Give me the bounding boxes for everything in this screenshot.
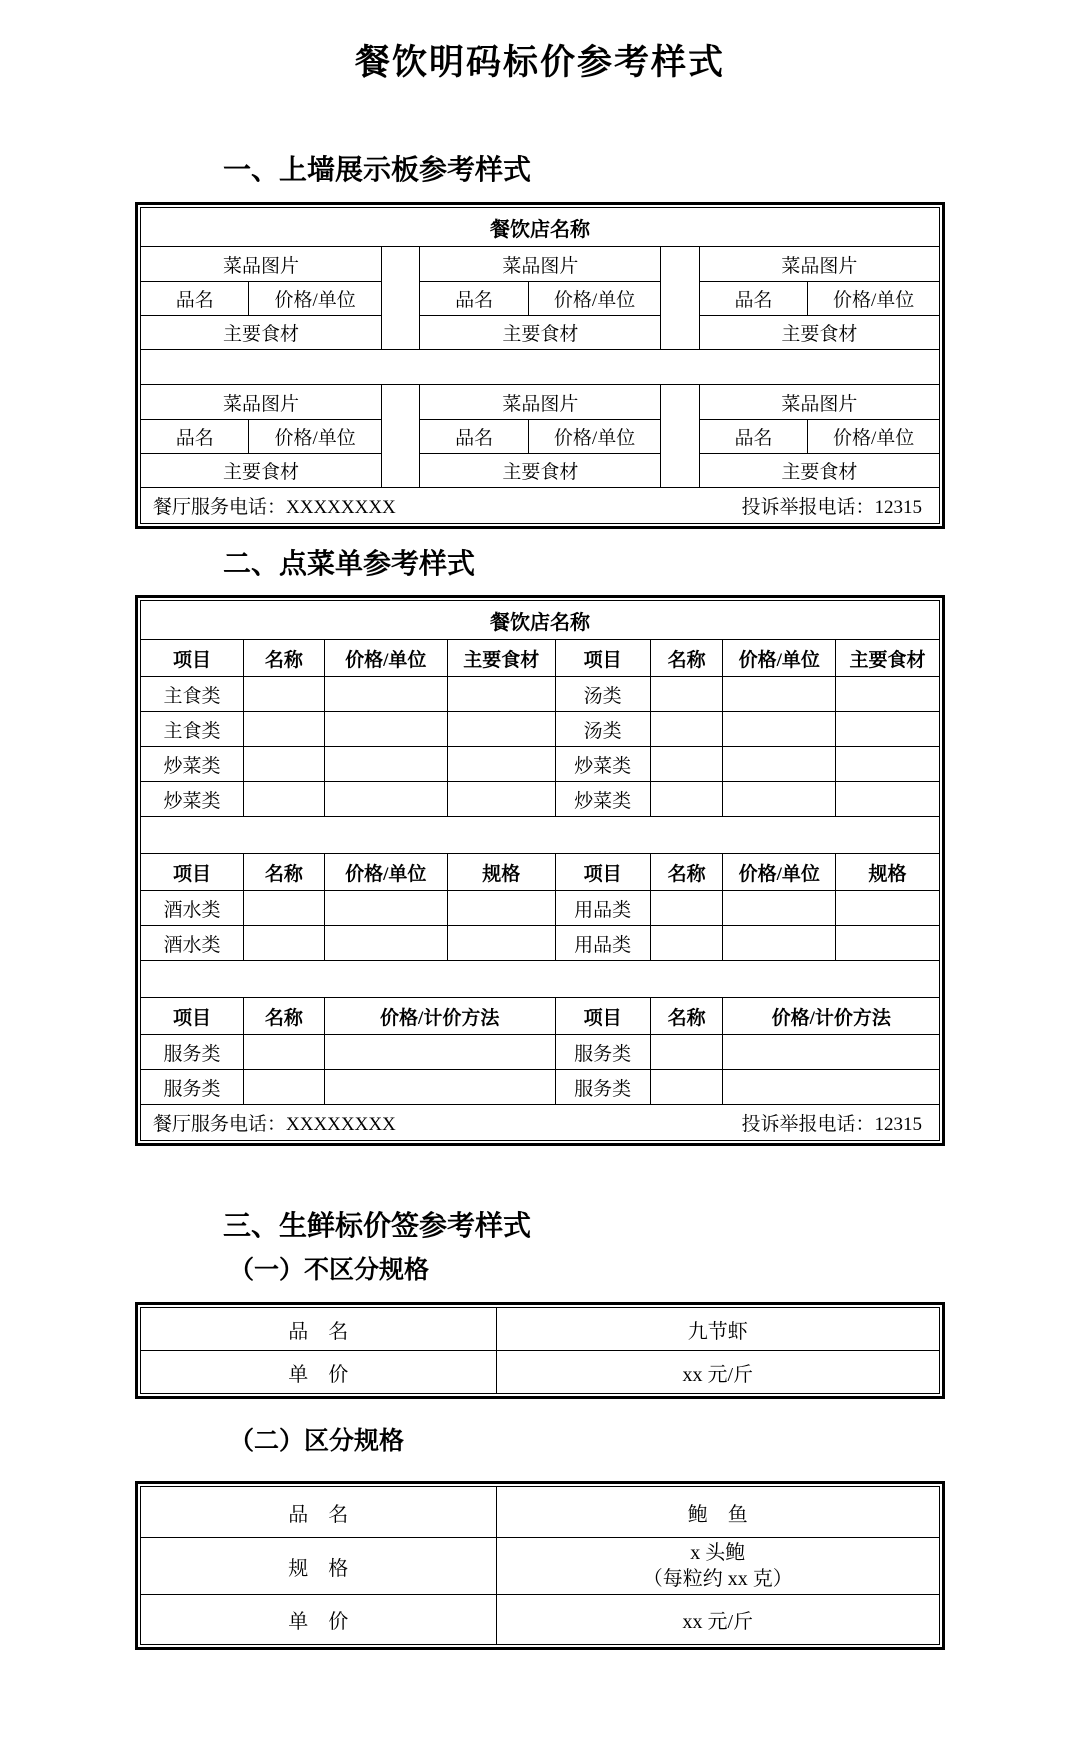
dish-image-cell: 菜品图片 <box>699 247 939 282</box>
empty-cell <box>447 747 555 782</box>
empty-cell <box>650 677 723 712</box>
empty-cell <box>447 926 555 961</box>
table-row <box>141 454 940 488</box>
header-cell: 价格/单位 <box>324 640 447 677</box>
document-page <box>135 40 945 1650</box>
empty-cell <box>244 747 325 782</box>
price-unit-cell: 价格/单位 <box>249 420 381 454</box>
empty-cell <box>836 712 940 747</box>
table-row <box>141 1487 940 1538</box>
complaint-phone-text: 投诉举报电话：12315 <box>741 497 922 518</box>
category-cell: 主食类 <box>141 712 244 747</box>
table-row <box>141 420 940 454</box>
ingredients-cell: 主要食材 <box>141 454 382 488</box>
table-row <box>141 282 940 316</box>
fresh-table-spec <box>135 1481 945 1650</box>
empty-cell <box>723 677 836 712</box>
empty-cell <box>836 891 940 926</box>
table-row <box>141 1351 940 1394</box>
empty-cell <box>650 1035 723 1070</box>
category-cell: 炒菜类 <box>141 747 244 782</box>
empty-cell <box>447 782 555 817</box>
header-cell: 名称 <box>244 998 325 1035</box>
dish-name-cell: 品名 <box>420 282 528 316</box>
table-row <box>141 677 940 712</box>
section-3-heading: 三、生鲜标价签参考样式 <box>223 1210 532 1241</box>
dish-image-cell: 菜品图片 <box>141 247 382 282</box>
row-value-cell: 九节虾 <box>496 1308 939 1351</box>
gap-cell <box>661 385 700 488</box>
price-unit-cell: 价格/单位 <box>528 282 660 316</box>
category-cell: 主食类 <box>141 677 244 712</box>
empty-cell <box>244 712 325 747</box>
ingredients-cell: 主要食材 <box>699 454 939 488</box>
empty-cell <box>723 1070 940 1105</box>
dish-name-cell: 品名 <box>699 282 807 316</box>
table-row <box>141 601 940 640</box>
price-unit-cell: 价格/单位 <box>528 420 660 454</box>
empty-cell <box>141 817 940 854</box>
table-row <box>141 926 940 961</box>
table-row <box>141 747 940 782</box>
empty-cell <box>141 350 940 385</box>
ingredients-cell: 主要食材 <box>420 454 661 488</box>
header-cell: 价格/计价方法 <box>324 998 555 1035</box>
empty-cell <box>650 782 723 817</box>
header-cell: 名称 <box>244 640 325 677</box>
table-row <box>141 891 940 926</box>
ingredients-cell: 主要食材 <box>420 316 661 350</box>
header-cell: 主要食材 <box>836 640 940 677</box>
empty-cell <box>447 677 555 712</box>
category-cell: 汤类 <box>555 712 650 747</box>
category-cell: 用品类 <box>555 926 650 961</box>
menu-table <box>135 595 945 1146</box>
empty-cell <box>650 926 723 961</box>
table-footer <box>141 488 940 524</box>
spacer-row <box>141 961 940 998</box>
header-cell: 项目 <box>555 998 650 1035</box>
table-row <box>141 782 940 817</box>
header-cell: 项目 <box>555 640 650 677</box>
price-unit-cell: 价格/单位 <box>808 420 940 454</box>
empty-cell <box>244 926 325 961</box>
category-cell: 酒水类 <box>141 926 244 961</box>
header-row <box>141 854 940 891</box>
gap-cell <box>381 385 420 488</box>
price-unit-cell: 价格/单位 <box>249 282 381 316</box>
table-row <box>141 1308 940 1351</box>
empty-cell <box>723 891 836 926</box>
table-row <box>141 316 940 350</box>
store-name-cell: 餐饮店名称 <box>141 601 940 640</box>
dish-image-cell: 菜品图片 <box>141 385 382 420</box>
header-cell: 项目 <box>141 640 244 677</box>
header-cell: 名称 <box>650 998 723 1035</box>
category-cell: 炒菜类 <box>555 747 650 782</box>
row-label-cell: 品 名 <box>141 1487 497 1538</box>
header-cell: 规格 <box>447 854 555 891</box>
store-name-cell: 餐饮店名称 <box>141 208 940 247</box>
empty-cell <box>244 891 325 926</box>
header-cell: 项目 <box>555 854 650 891</box>
ingredients-cell: 主要食材 <box>141 316 382 350</box>
dish-name-cell: 品名 <box>141 282 249 316</box>
page-title: 餐饮明码标价参考样式 <box>354 43 725 82</box>
table-row <box>141 208 940 247</box>
dish-name-cell: 品名 <box>141 420 249 454</box>
table-row <box>141 385 940 420</box>
gap-cell <box>661 247 700 350</box>
category-cell: 服务类 <box>555 1070 650 1105</box>
service-phone-text: 餐厅服务电话：XXXXXXXX <box>153 1114 396 1135</box>
category-cell: 炒菜类 <box>555 782 650 817</box>
empty-cell <box>723 712 836 747</box>
table-footer <box>141 1105 940 1141</box>
row-label-cell: 单 价 <box>141 1595 497 1645</box>
empty-cell <box>723 1035 940 1070</box>
empty-cell <box>723 782 836 817</box>
empty-cell <box>723 926 836 961</box>
empty-cell <box>324 891 447 926</box>
empty-cell <box>244 677 325 712</box>
dish-image-cell: 菜品图片 <box>420 247 661 282</box>
gap-cell <box>381 247 420 350</box>
header-cell: 名称 <box>244 854 325 891</box>
empty-cell <box>244 1035 325 1070</box>
empty-cell <box>650 1070 723 1105</box>
spec-line-2: （每粒约 xx 克） <box>642 1568 793 1590</box>
empty-cell <box>836 926 940 961</box>
ingredients-cell: 主要食材 <box>699 316 939 350</box>
category-cell: 服务类 <box>141 1035 244 1070</box>
empty-cell <box>324 782 447 817</box>
section-3-sub-2-heading: （二）区分规格 <box>229 1428 405 1455</box>
row-label-cell: 规 格 <box>141 1538 497 1595</box>
header-cell: 规格 <box>836 854 940 891</box>
category-cell: 汤类 <box>555 677 650 712</box>
spacer-row <box>141 350 940 385</box>
empty-cell <box>324 747 447 782</box>
category-cell: 用品类 <box>555 891 650 926</box>
category-cell: 炒菜类 <box>141 782 244 817</box>
empty-cell <box>650 712 723 747</box>
empty-cell <box>244 782 325 817</box>
empty-cell <box>836 782 940 817</box>
row-value-cell: xx 元/斤 <box>496 1595 939 1645</box>
header-cell: 价格/单位 <box>723 854 836 891</box>
table-row <box>141 1035 940 1070</box>
dish-image-cell: 菜品图片 <box>420 385 661 420</box>
empty-cell <box>324 712 447 747</box>
category-cell: 酒水类 <box>141 891 244 926</box>
header-cell: 价格/单位 <box>324 854 447 891</box>
header-cell: 价格/计价方法 <box>723 998 940 1035</box>
table-row <box>141 1538 940 1595</box>
empty-cell <box>447 891 555 926</box>
section-2-heading: 二、点菜单参考样式 <box>223 548 476 579</box>
header-cell: 名称 <box>650 640 723 677</box>
empty-cell <box>244 1070 325 1105</box>
header-cell: 主要食材 <box>447 640 555 677</box>
header-row <box>141 640 940 677</box>
section-3-sub-1-heading: （一）不区分规格 <box>229 1257 430 1284</box>
service-phone-text: 餐厅服务电话：XXXXXXXX <box>153 497 396 518</box>
header-cell: 名称 <box>650 854 723 891</box>
empty-cell <box>447 712 555 747</box>
dish-name-cell: 品名 <box>699 420 807 454</box>
category-cell: 服务类 <box>555 1035 650 1070</box>
empty-cell <box>836 677 940 712</box>
empty-cell <box>650 891 723 926</box>
row-value-cell: xx 元/斤 <box>496 1351 939 1394</box>
section-1-heading: 一、上墙展示板参考样式 <box>223 154 532 185</box>
table-row <box>141 712 940 747</box>
table-row <box>141 247 940 282</box>
spacer-row <box>141 817 940 854</box>
table-footer-row <box>141 488 940 524</box>
row-value-cell: 鲍 鱼 <box>496 1487 939 1538</box>
price-unit-cell: 价格/单位 <box>808 282 940 316</box>
empty-cell <box>141 961 940 998</box>
dish-image-cell: 菜品图片 <box>699 385 939 420</box>
table-footer-row <box>141 1105 940 1141</box>
wall-board-table <box>135 202 945 529</box>
header-cell: 项目 <box>141 998 244 1035</box>
fresh-table-simple <box>135 1302 945 1399</box>
empty-cell <box>723 747 836 782</box>
row-label-cell: 单 价 <box>141 1351 497 1394</box>
complaint-phone-text: 投诉举报电话：12315 <box>741 1114 922 1135</box>
empty-cell <box>324 1070 555 1105</box>
table-row <box>141 1070 940 1105</box>
category-cell: 服务类 <box>141 1070 244 1105</box>
empty-cell <box>650 747 723 782</box>
table-row <box>141 1595 940 1645</box>
empty-cell <box>324 1035 555 1070</box>
empty-cell <box>324 677 447 712</box>
empty-cell <box>836 747 940 782</box>
row-value-cell <box>496 1538 939 1595</box>
spec-line-1: x 头鲍 <box>690 1542 746 1564</box>
header-cell: 项目 <box>141 854 244 891</box>
row-label-cell: 品 名 <box>141 1308 497 1351</box>
dish-name-cell: 品名 <box>420 420 528 454</box>
header-row <box>141 998 940 1035</box>
header-cell: 价格/单位 <box>723 640 836 677</box>
empty-cell <box>324 926 447 961</box>
